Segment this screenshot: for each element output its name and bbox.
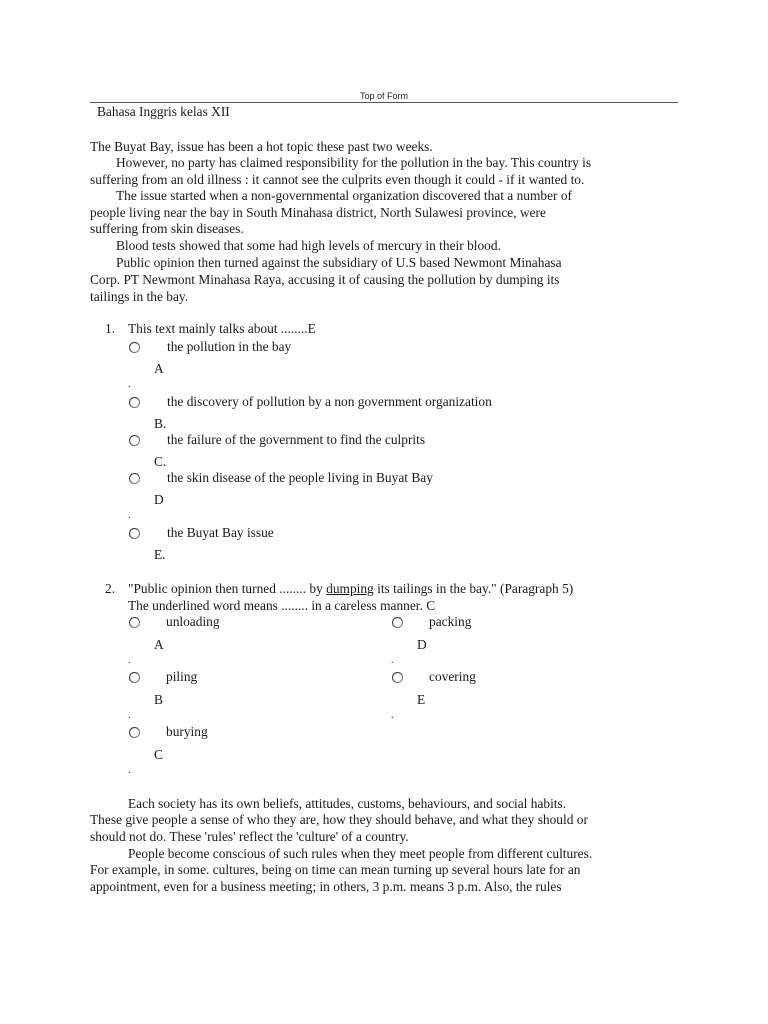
q1-option-e-radio[interactable] [129, 528, 140, 539]
q2-option-d-dot: . [391, 655, 394, 666]
passage1-line: The issue started when a non-governmental organization discovered that a number of [116, 188, 573, 203]
passage1-line: Corp. PT Newmont Minahasa Raya, accusing it of causing the pollution by dumping its [90, 272, 560, 287]
q2-option-c-dot: . [128, 765, 131, 776]
question-text [128, 580, 573, 597]
question-text: This text mainly talks about ........E [128, 321, 316, 336]
q2-option-e-radio[interactable] [392, 672, 403, 683]
passage2-line: For example, in some. cultures, being on time can mean turning up several hours late for an [90, 862, 581, 877]
q1-option-d-dot: . [128, 510, 131, 521]
q2-option-e-letter: E [417, 692, 426, 707]
passage2-line: should not do. These 'rules' reflect the 'culture' of a country. [90, 829, 409, 844]
question-text-part: its tailings in the bay." (Paragraph 5) [373, 581, 574, 596]
q2-option-b-letter: B [154, 692, 163, 707]
q1-option-a-dot: . [128, 379, 131, 390]
passage2-line: These give people a sense of who they are, how they should behave, and what they should or [90, 812, 588, 827]
q1-option-b-text: the discovery of pollution by a non government organization [167, 394, 492, 409]
q2-option-a-radio[interactable] [129, 617, 140, 628]
passage2-line: Each society has its own beliefs, attitudes, customs, behaviours, and social habits. [128, 796, 567, 811]
q1-option-e-text: the Buyat Bay issue [167, 525, 274, 540]
underlined-word: dumping [326, 581, 374, 596]
passage2-line: People become conscious of such rules when they meet people from different cultures. [128, 846, 593, 861]
q2-option-c-text: burying [166, 724, 208, 739]
course-title: Bahasa Inggris kelas XII [97, 104, 230, 119]
question-number: 2. [105, 581, 116, 596]
passage1-line: Blood tests showed that some had high levels of mercury in their blood. [116, 238, 501, 253]
passage1-line: people living near the bay in South Minahasa district, North Sulawesi province, were [90, 205, 546, 220]
q2-option-d-letter: D [417, 637, 427, 652]
q2-option-a-letter: A [154, 637, 164, 652]
q1-option-c-text: the failure of the government to find the culprits [167, 432, 426, 447]
q1-option-b-radio[interactable] [129, 397, 140, 408]
q2-option-d-radio[interactable] [392, 617, 403, 628]
passage2-line: appointment, even for a business meeting; in others, 3 p.m. means 3 p.m. Also, the rules [90, 879, 562, 894]
q2-option-e-text: covering [429, 669, 476, 684]
q1-option-b-letter: B. [154, 416, 167, 431]
passage1-line: suffering from an old illness : it cannot see the culprits even though it could - if it wanted to. [90, 172, 585, 187]
question-text-line2: The underlined word means ........ in a careless manner. C [128, 598, 436, 613]
q2-option-e-dot: . [391, 710, 394, 721]
q2-option-d-text: packing [429, 614, 472, 629]
q2-option-c-letter: C [154, 747, 163, 762]
q1-option-c-radio[interactable] [129, 435, 140, 446]
top-of-form-label: Top of Form [359, 91, 408, 101]
q2-option-a-dot: . [128, 655, 131, 666]
passage1-line: The Buyat Bay, issue has been a hot topic these past two weeks. [90, 139, 433, 154]
q2-option-b-dot: . [128, 710, 131, 721]
q2-option-c-radio[interactable] [129, 727, 140, 738]
q1-option-a-radio[interactable] [129, 342, 140, 353]
q1-option-d-radio[interactable] [129, 473, 140, 484]
q1-option-a-text: the pollution in the bay [167, 339, 292, 354]
q1-option-d-letter: D [154, 492, 164, 507]
q1-option-e-letter: E. [154, 547, 166, 562]
q1-option-a-letter: A [154, 361, 164, 376]
passage1-line: However, no party has claimed responsibility for the pollution in the bay. This country is [116, 155, 592, 170]
question-text-part: "Public opinion then turned ........ by [128, 581, 327, 596]
q1-option-d-text: the skin disease of the people living in Buyat Bay [167, 470, 433, 485]
q1-option-c-letter: C. [154, 454, 167, 469]
question-number: 1. [105, 321, 116, 336]
q2-option-a-text: unloading [166, 614, 220, 629]
passage1-line: Public opinion then turned against the subsidiary of U.S based Newmont Minahasa [116, 255, 562, 270]
passage1-line: suffering from skin diseases. [90, 221, 244, 236]
q2-option-b-text: piling [166, 669, 198, 684]
q2-option-b-radio[interactable] [129, 672, 140, 683]
passage1-line: tailings in the bay. [90, 289, 189, 304]
